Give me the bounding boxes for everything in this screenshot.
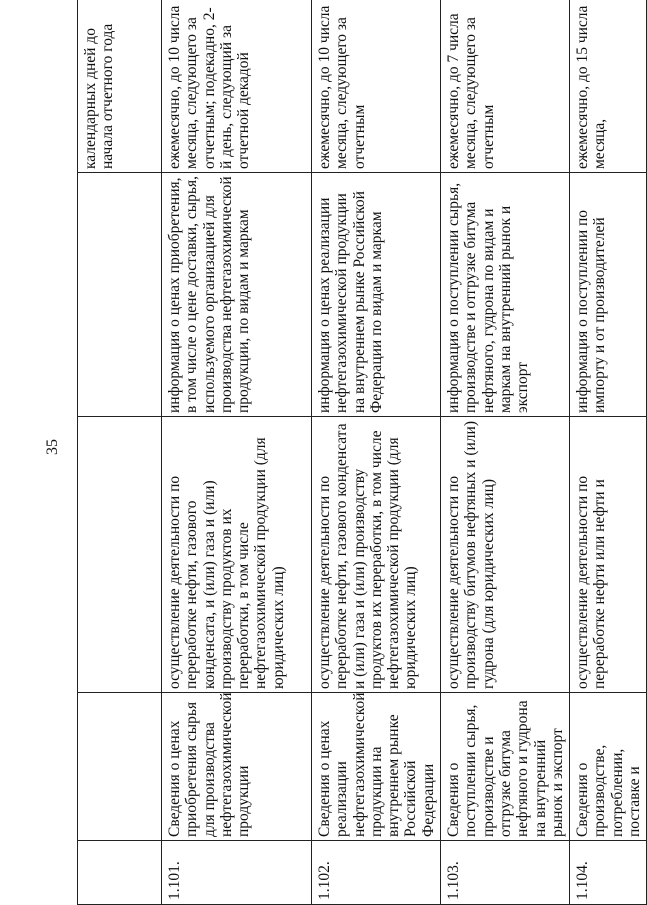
cell-number: 1.102. (312, 841, 441, 905)
cell-content: информация о поступлении сырья, производстве и отгрузке битума нефтяного, гудрона по видам и маркам на внутренний рынок и экспорт (441, 173, 570, 417)
period-text: календарных дней до начала отчетного года (82, 23, 117, 169)
page-number: 35 (44, 439, 61, 455)
cell-period: ежемесячно, до 7 числа месяца, следующего за отчетным (441, 0, 570, 173)
table-row (162, 0, 312, 905)
cell-number: 1.103. (441, 841, 570, 905)
cell-period: ежемесячно, до 15 числа месяца, (570, 0, 647, 173)
cell-content: информация о ценах реализации нефтегазохимической продукции на внутреннем рынке Российской Федерации по видам и маркам (312, 173, 441, 417)
cell-empty (78, 173, 162, 417)
cell-period: ежемесячно, до 10 числа месяца, следующего за отчетным (312, 0, 441, 173)
table-row (441, 0, 570, 905)
cell-subject: осуществление деятельности по переработке нефти или нефти и (570, 417, 647, 693)
table-row (570, 0, 647, 905)
cell-name: Сведения о поступлении сырья, производстве и отгрузке битума нефтяного и гудрона на внутренний рынок и экспорт (441, 693, 570, 841)
cell-name: Сведения о ценах реализации нефтегазохимической продукции на внутреннем рынке Российской Федерации (312, 693, 441, 841)
cell-number: 1.101. (162, 841, 312, 905)
table-row-continued (78, 0, 162, 905)
cell-content: информация о ценах приобретения, в том числе о цене доставки, сырья, используемого организацией для производства нефтегазохимической продукции, по видам и маркам (162, 173, 312, 417)
cell-content: информация о поступлении по импорту и от производителей (570, 173, 647, 417)
cell-period (78, 0, 162, 173)
cell-subject: осуществление деятельности по переработке нефти, газового конденсата и (или) газа и (или) производству продуктов их переработки, в том числе нефтегазохимической продукции (для юридических лиц) (312, 417, 441, 693)
cell-name: Сведения о ценах приобретения сырья для производства нефтегазохимической продукции (162, 693, 312, 841)
table-row (312, 0, 441, 905)
cell-name: Сведения о производстве, потреблении, поставке и (570, 693, 647, 841)
cell-period: ежемесячно, до 10 числа месяца, следующего за отчетным; подекадно, 2-й день, следующий за отчетной декадой (162, 0, 312, 173)
register-table (77, 0, 647, 905)
cell-empty (78, 841, 162, 905)
cell-empty (78, 417, 162, 693)
cell-number: 1.104. (570, 841, 647, 905)
cell-empty (78, 693, 162, 841)
cell-subject: осуществление деятельности по производству битумов нефтяных и (или) гудрона (для юридических лиц) (441, 417, 570, 693)
cell-subject: осуществление деятельности по переработке нефти, газового конденсата, и (или) газа и (или) производству продуктов их переработки, в том числе нефтегазохимической продукции (для юридических лиц) (162, 417, 312, 693)
